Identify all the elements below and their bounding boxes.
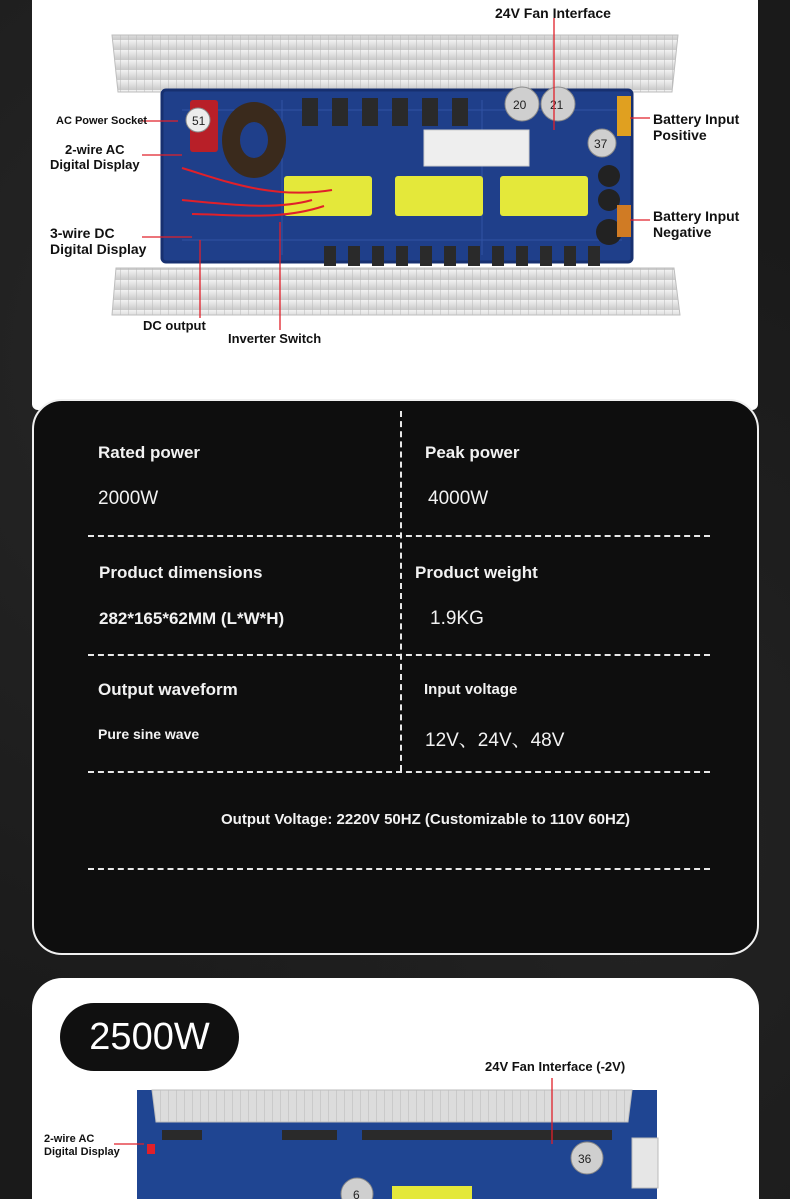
dimensions-value: 282*165*62MM (L*W*H) — [99, 609, 285, 628]
weight-value: 1.9KG — [430, 608, 484, 629]
cap-mark-37: 37 — [594, 137, 608, 151]
transformer-1 — [284, 176, 372, 216]
label-fan-interface: 24V Fan Interface — [495, 5, 611, 21]
label-ac-display: 2-wire AC Digital Display — [50, 142, 140, 172]
label-battery-positive: Battery Input Positive — [653, 111, 740, 144]
battery-negative-terminal — [617, 205, 631, 237]
cap-mark-21: 21 — [550, 98, 564, 112]
cap-mark-51: 51 — [192, 114, 206, 128]
label-dc-output: DC output — [143, 318, 206, 333]
inverter-board-diagram — [32, 0, 758, 410]
spec-card — [32, 399, 759, 955]
transformer-2 — [395, 176, 483, 216]
model-badge: 2500W — [60, 1003, 239, 1071]
weight-label: Product weight — [415, 563, 538, 582]
cap-mark-6: 6 — [353, 1188, 360, 1199]
label-fan-interface-2: 24V Fan Interface (-2V) — [485, 1059, 626, 1074]
spec-divider-2 — [88, 654, 710, 656]
peak-power-label: Peak power — [425, 443, 520, 462]
spec-divider-1 — [88, 535, 710, 537]
rated-power-label: Rated power — [98, 443, 201, 462]
label-inverter-switch: Inverter Switch — [228, 331, 322, 346]
cap-mark-36: 36 — [578, 1152, 592, 1166]
label-dc-display: 3-wire DC Digital Display — [50, 225, 147, 258]
label-battery-negative: Battery Input Negative — [653, 208, 740, 241]
top-heatsink — [112, 35, 678, 92]
input-voltage-label: Input voltage — [424, 681, 518, 698]
peak-power-value: 4000W — [428, 488, 489, 509]
label-ac-socket: AC Power Socket — [56, 115, 148, 127]
top-board-panel — [32, 0, 758, 410]
output-voltage-line: Output Voltage: 2220V 50HZ (Customizable to 110V 60HZ) — [221, 811, 630, 828]
spec-divider-vertical — [400, 411, 402, 771]
spec-divider-4 — [88, 868, 710, 870]
transformer-3 — [500, 176, 588, 216]
bottom-board-panel — [32, 978, 759, 1199]
rated-power-value: 2000W — [98, 488, 159, 509]
input-voltage-value: 12V、24V、48V — [425, 730, 565, 751]
dimensions-label: Product dimensions — [99, 563, 263, 582]
label-ac-display-2: 2-wire AC Digital Display — [44, 1133, 120, 1158]
spec-divider-3 — [88, 771, 710, 773]
inverter-board-2500w-diagram — [32, 1078, 759, 1199]
waveform-value: Pure sine wave — [98, 726, 200, 742]
heatsink-2500w — [152, 1090, 632, 1122]
waveform-label: Output waveform — [98, 680, 238, 699]
bottom-heatsink — [112, 268, 680, 315]
cap-mark-20: 20 — [513, 98, 527, 112]
control-block — [424, 130, 529, 166]
battery-positive-terminal — [617, 96, 631, 136]
